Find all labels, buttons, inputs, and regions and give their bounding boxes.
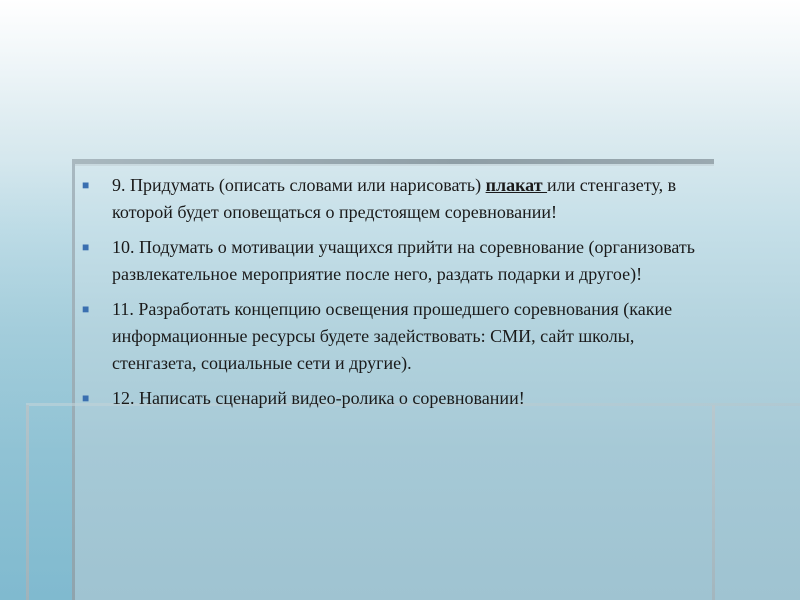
decorative-outer-left-bar — [26, 405, 29, 600]
list-item-text: 12. Написать сценарий видео-ролика о соревновании! — [112, 388, 525, 408]
list-item — [82, 234, 722, 288]
decorative-left-fade — [0, 160, 72, 600]
bullet-icon: ■ — [82, 240, 90, 254]
decorative-right-bar — [712, 405, 715, 600]
list-item-text: 11. Разработать концепцию освещения прошедшего соревнования (какие информационные ресурсы будете задействовать: СМИ, сайт школы, стенгазета, социальные сети и другие). — [112, 299, 673, 373]
list-item-text-prefix: 9. Придумать (описать словами или нарисовать) — [112, 175, 486, 195]
slide-content — [82, 172, 722, 420]
decorative-top-bar-shadow — [72, 164, 714, 166]
list-item — [82, 296, 722, 377]
bullet-icon: ■ — [82, 391, 90, 405]
highlighted-word: плакат — [485, 175, 548, 195]
list-item — [82, 172, 722, 226]
list-item — [82, 385, 722, 412]
bullet-icon: ■ — [82, 178, 90, 192]
decorative-left-bar — [72, 164, 75, 600]
list-item-text-suffix: или стенгазету, в которой будет оповещаться о предстоящем соревновании! — [112, 175, 677, 222]
list-item-text: 10. Подумать о мотивации учащихся прийти на соревнование (организовать развлекательное мероприятие после него, раздать подарки и другое)! — [112, 237, 695, 284]
list-item-text — [112, 175, 676, 222]
bullet-icon: ■ — [82, 302, 90, 316]
